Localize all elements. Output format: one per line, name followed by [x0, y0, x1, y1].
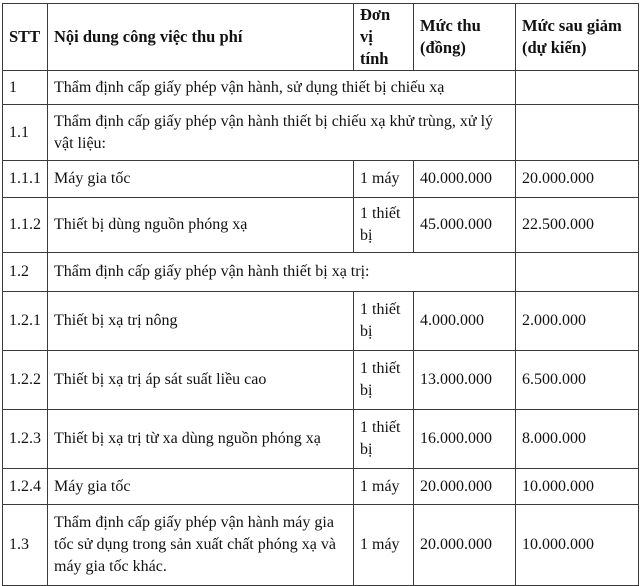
header-unit-line2: tính	[360, 49, 389, 68]
cell-stt: 1.2.2	[3, 351, 48, 410]
table-row	[3, 410, 639, 469]
header-stt	[3, 4, 48, 71]
table-row	[3, 253, 639, 292]
cell-unit: 1 máy	[354, 469, 414, 505]
cell-fee: 40.000.000	[414, 161, 516, 198]
cell-reduced: 20.000.000	[516, 161, 639, 198]
cell-fee: 16.000.000	[414, 410, 516, 469]
cell-fee: 20.000.000	[414, 505, 516, 586]
cell-content: Máy gia tốc	[48, 161, 354, 198]
cell-fee: 20.000.000	[414, 469, 516, 505]
cell-unit: 1 máy	[354, 161, 414, 198]
fee-schedule-table	[2, 3, 639, 586]
cell-unit: 1 máy	[354, 505, 414, 586]
header-unit	[354, 4, 414, 71]
table-row	[3, 161, 639, 198]
cell-stt: 1.2.3	[3, 410, 48, 469]
header-content-label: Nội dung công việc thu phí	[54, 27, 243, 46]
table-row	[3, 505, 639, 586]
table-header-row	[3, 4, 639, 71]
cell-content: Thẩm định cấp giấy phép vận hành, sử dụng thiết bị chiếu xạ	[48, 71, 516, 105]
cell-fee: 45.000.000	[414, 198, 516, 253]
cell-content: Thẩm định cấp giấy phép vận hành máy gia tốc sử dụng trong sản xuất chất phóng xạ và máy gia tốc khác.	[48, 505, 354, 586]
header-unit-line1: Đơn vị	[360, 5, 391, 46]
cell-reduced	[516, 105, 639, 161]
cell-unit: 1 thiết bị	[354, 351, 414, 410]
cell-unit: 1 thiết bị	[354, 198, 414, 253]
cell-unit: 1 thiết bị	[354, 292, 414, 351]
cell-reduced	[516, 253, 639, 292]
header-content	[48, 4, 354, 71]
cell-stt: 1	[3, 71, 48, 105]
table-row	[3, 105, 639, 161]
cell-reduced: 10.000.000	[516, 505, 639, 586]
cell-stt: 1.2	[3, 253, 48, 292]
header-fee-line1: Mức thu	[420, 16, 481, 35]
cell-fee: 4.000.000	[414, 292, 516, 351]
cell-reduced: 6.500.000	[516, 351, 639, 410]
table-row	[3, 198, 639, 253]
header-reduced-line1: Mức sau giảm	[522, 16, 622, 35]
header-reduced-line2: (dự kiến)	[522, 38, 587, 57]
cell-content: Thiết bị xạ trị nông	[48, 292, 354, 351]
cell-content: Thẩm định cấp giấy phép vận hành thiết bị chiếu xạ khử trùng, xử lý vật liệu:	[48, 105, 516, 161]
cell-reduced: 8.000.000	[516, 410, 639, 469]
cell-stt: 1.1.1	[3, 161, 48, 198]
cell-stt: 1.3	[3, 505, 48, 586]
cell-content: Thiết bị xạ trị áp sát suất liều cao	[48, 351, 354, 410]
table-row	[3, 71, 639, 105]
header-fee	[414, 4, 516, 71]
cell-content: Thẩm định cấp giấy phép vận hành thiết bị xạ trị:	[48, 253, 516, 292]
cell-reduced: 10.000.000	[516, 469, 639, 505]
cell-content: Máy gia tốc	[48, 469, 354, 505]
cell-stt: 1.2.4	[3, 469, 48, 505]
cell-reduced	[516, 71, 639, 105]
table-row	[3, 292, 639, 351]
header-fee-line2: (đồng)	[420, 38, 466, 57]
table-row	[3, 469, 639, 505]
cell-fee: 13.000.000	[414, 351, 516, 410]
header-reduced	[516, 4, 639, 71]
cell-unit: 1 thiết bị	[354, 410, 414, 469]
cell-stt: 1.1	[3, 105, 48, 161]
cell-content: Thiết bị xạ trị từ xa dùng nguồn phóng xạ	[48, 410, 354, 469]
cell-stt: 1.2.1	[3, 292, 48, 351]
table-row	[3, 351, 639, 410]
cell-stt: 1.1.2	[3, 198, 48, 253]
cell-reduced: 22.500.000	[516, 198, 639, 253]
cell-reduced: 2.000.000	[516, 292, 639, 351]
cell-content: Thiết bị dùng nguồn phóng xạ	[48, 198, 354, 253]
header-stt-label: STT	[9, 27, 41, 46]
